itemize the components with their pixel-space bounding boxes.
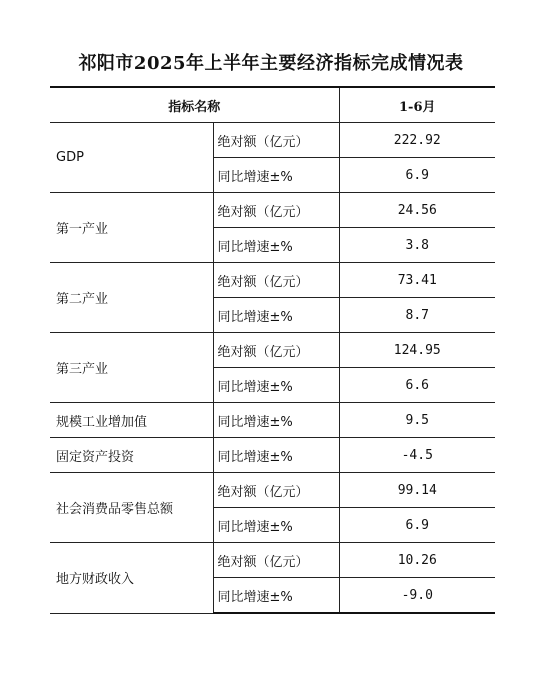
- indicator-value: 6.6: [339, 368, 495, 403]
- indicator-metric-label: 同比增速±%: [213, 298, 339, 333]
- indicator-group-name: 固定资产投资: [50, 438, 213, 473]
- table-row: [50, 403, 495, 438]
- indicator-group-name: 第一产业: [50, 193, 213, 263]
- table-row: [50, 333, 495, 368]
- table-title: 祁阳市2025年上半年主要经济指标完成情况表: [78, 53, 464, 74]
- indicator-group-name: 社会消费品零售总额: [50, 473, 213, 543]
- indicator-value: 73.41: [339, 263, 495, 298]
- economic-indicators-table: [50, 86, 495, 614]
- indicator-value: 6.9: [339, 508, 495, 543]
- indicator-metric-label: 同比增速±%: [213, 158, 339, 193]
- indicator-value: -4.5: [339, 438, 495, 473]
- table-row: [50, 123, 495, 158]
- indicator-value: 9.5: [339, 403, 495, 438]
- indicator-value: 3.8: [339, 228, 495, 263]
- indicator-value: 10.26: [339, 543, 495, 578]
- indicator-value: 6.9: [339, 158, 495, 193]
- indicator-group-name: 地方财政收入: [50, 543, 213, 614]
- indicator-metric-label: 同比增速±%: [213, 368, 339, 403]
- table-header-row: [50, 87, 495, 123]
- indicator-metric-label: 同比增速±%: [213, 403, 339, 438]
- table-row: [50, 473, 495, 508]
- indicator-metric-label: 同比增速±%: [213, 578, 339, 614]
- indicator-metric-label: 同比增速±%: [213, 508, 339, 543]
- indicator-value: 99.14: [339, 473, 495, 508]
- indicator-metric-label: 同比增速±%: [213, 438, 339, 473]
- table-row: [50, 543, 495, 578]
- indicator-value: -9.0: [339, 578, 495, 614]
- indicator-metric-label: 绝对额（亿元）: [213, 193, 339, 228]
- indicator-metric-label: 绝对额（亿元）: [213, 473, 339, 508]
- indicator-value: 124.95: [339, 333, 495, 368]
- table-body: [50, 123, 495, 614]
- indicator-group-name: GDP: [50, 123, 213, 193]
- header-period: 1-6月: [339, 87, 495, 123]
- indicator-group-name: 规模工业增加值: [50, 403, 213, 438]
- header-indicator-name: 指标名称: [50, 87, 339, 123]
- indicator-metric-label: 绝对额（亿元）: [213, 123, 339, 158]
- indicator-group-name: 第二产业: [50, 263, 213, 333]
- indicator-value: 222.92: [339, 123, 495, 158]
- indicator-value: 24.56: [339, 193, 495, 228]
- indicator-metric-label: 绝对额（亿元）: [213, 543, 339, 578]
- indicator-metric-label: 同比增速±%: [213, 228, 339, 263]
- table-row: [50, 263, 495, 298]
- table-row: [50, 193, 495, 228]
- indicator-metric-label: 绝对额（亿元）: [213, 263, 339, 298]
- indicator-group-name: 第三产业: [50, 333, 213, 403]
- table-row: [50, 438, 495, 473]
- indicator-value: 8.7: [339, 298, 495, 333]
- indicator-metric-label: 绝对额（亿元）: [213, 333, 339, 368]
